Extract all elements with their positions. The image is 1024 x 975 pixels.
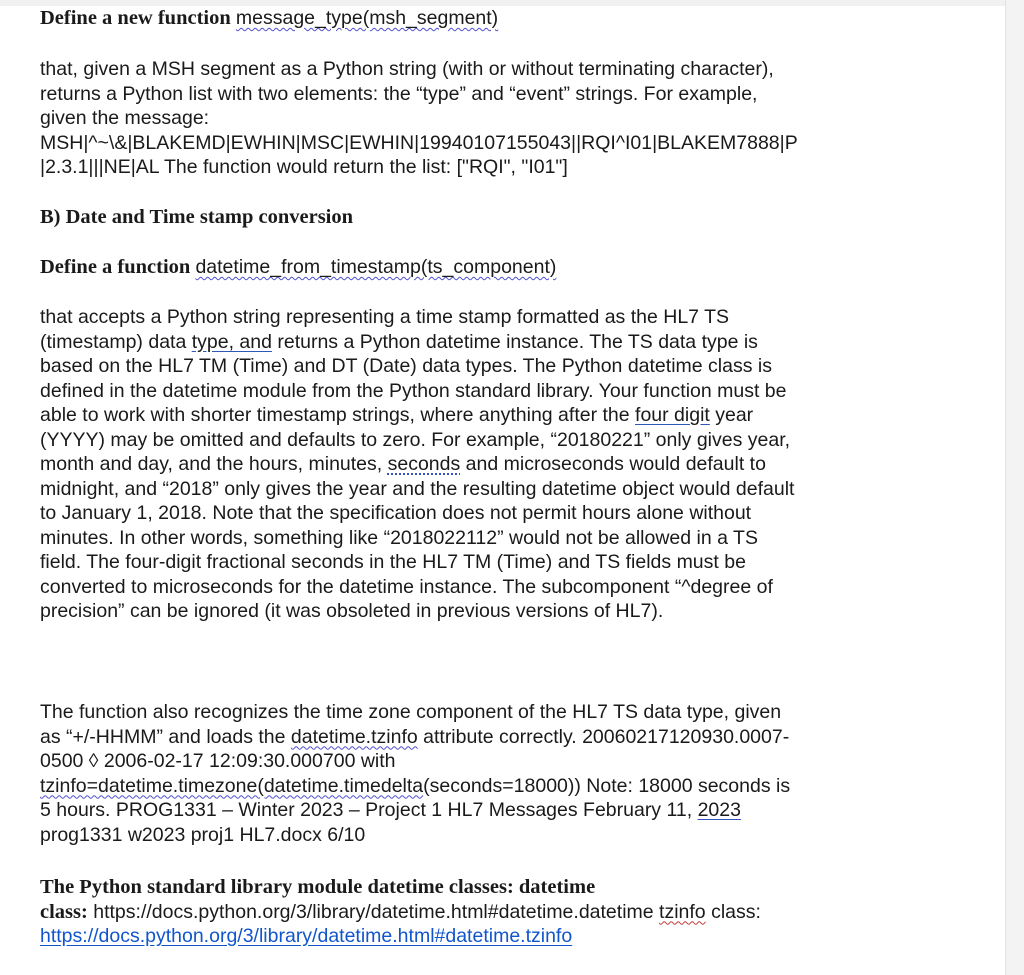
text-span: class:: [705, 900, 761, 923]
text-span: attribute correctly. 20060217120930.0007-: [417, 725, 790, 748]
text-span: (timestamp) data: [40, 330, 192, 353]
text-line: defined in the datetime module from the Python standard library. Your function must be: [40, 379, 787, 402]
spell-marked-text: datetime.tzinfo: [290, 725, 418, 748]
text-span: as “+/-HHMM” and loads the: [40, 725, 291, 748]
text-line: [40, 900, 761, 925]
text-line: returns a Python list with two elements: the “type” and “event” strings. For example,: [40, 82, 758, 105]
paragraph-timestamp-description: [40, 305, 794, 624]
text-line: to January 1, 2018. Note that the specification does not permit hours alone without: [40, 502, 752, 524]
text-line: [40, 725, 790, 750]
text-line: midnight, and “2018” only gives the year and the resulting datetime object would default: [40, 477, 795, 500]
text-line: that, given a MSH segment as a Python string (with or without terminating character),: [40, 58, 774, 80]
text-line: [40, 330, 794, 355]
text-line: [40, 403, 794, 428]
section-b-title-text: B) Date and Time stamp conversion: [40, 206, 354, 228]
text-line: [40, 798, 790, 823]
text-line: that accepts a Python string representing a time stamp formatted as the HL7 TS: [40, 306, 729, 328]
text-line: converted to microseconds for the datetime instance. The subcomponent “^degree of: [40, 575, 773, 598]
text-line: precision” can be ignored (it was obsoleted in previous versions of HL7).: [40, 600, 664, 622]
text-line: given the message:: [40, 107, 210, 129]
function-definition-heading-b: [40, 254, 556, 282]
grammar-marked-text: 2023: [697, 799, 741, 821]
text-line: [40, 774, 790, 799]
function-signature-message-type: message_type(msh_segment): [235, 7, 499, 29]
paragraph-timezone-description: [40, 700, 790, 847]
section-b-title: [40, 204, 353, 232]
tzinfo-docs-link[interactable]: https://docs.python.org/3/library/datetime.html#datetime.tzinfo: [40, 925, 573, 947]
msh-example-line: MSH|^~\&|BLAKEMD|EWHIN|MSC|EWHIN|19940107155043||RQI^I01|BLAKEM7888|P: [40, 131, 798, 154]
text-span: month and day, and the hours, minutes,: [40, 453, 388, 475]
text-span: 5 hours. PROG1331 – Winter 2023 – Project 1 HL7 Messages February 11,: [40, 799, 698, 821]
define-prefix: Define a function: [40, 256, 196, 278]
text-span: able to work with shorter timestamp strings, where anything after the: [40, 404, 636, 426]
grammar-marked-text: seconds: [387, 453, 461, 475]
paragraph-message-type-description: [40, 57, 798, 180]
text-line: prog1331 w2023 proj1 HL7.docx 6/10: [40, 823, 366, 846]
references-heading-text: The Python standard library module datetime classes: datetime: [40, 876, 596, 898]
spell-marked-text: tzinfo=datetime.timezone(datetime.timedelta: [40, 774, 424, 797]
text-line: based on the HL7 TM (Time) and DT (Date) data types. The Python datetime class is: [40, 355, 772, 377]
text-span: returns a Python datetime instance. The TS data type is: [271, 330, 758, 353]
text-line: [40, 924, 761, 949]
text-span: (seconds=18000)) Note: 18000 seconds is: [423, 774, 791, 797]
datetime-class-url-text: https://docs.python.org/3/library/datetime.html#datetime.datetime: [87, 900, 660, 923]
function-signature-datetime-from-timestamp: datetime_from_timestamp(ts_component): [195, 256, 557, 278]
grammar-marked-text: type, and: [191, 330, 272, 353]
text-span: year: [709, 404, 754, 426]
define-prefix: Define a new function: [40, 7, 236, 29]
text-line: (YYYY) may be omitted and defaults to zero. For example, “20180221” only gives year,: [40, 428, 791, 451]
vertical-scrollbar[interactable]: [1005, 0, 1024, 975]
references-block: [40, 875, 761, 949]
msh-example-line: |2.3.1|||NE|AL The function would return the list: ["RQI", "I01"]: [40, 156, 568, 178]
class-label: class:: [40, 900, 88, 923]
text-line: 0500 ◊ 2006-02-17 12:09:30.000700 with: [40, 750, 396, 772]
text-span: and microseconds would default to: [460, 453, 766, 475]
spell-marked-text: tzinfo: [659, 900, 706, 923]
references-heading: [40, 875, 761, 900]
text-line: field. The four-digit fractional seconds in the HL7 TM (Time) and TS fields must be: [40, 551, 746, 573]
text-line: The function also recognizes the time zone component of the HL7 TS data type, given: [40, 701, 782, 723]
text-line: minutes. In other words, something like “2018022112” would not be allowed in a TS: [40, 526, 758, 549]
text-line: [40, 452, 794, 477]
function-definition-heading-a: [40, 5, 498, 33]
grammar-marked-text: four digit: [635, 404, 710, 426]
